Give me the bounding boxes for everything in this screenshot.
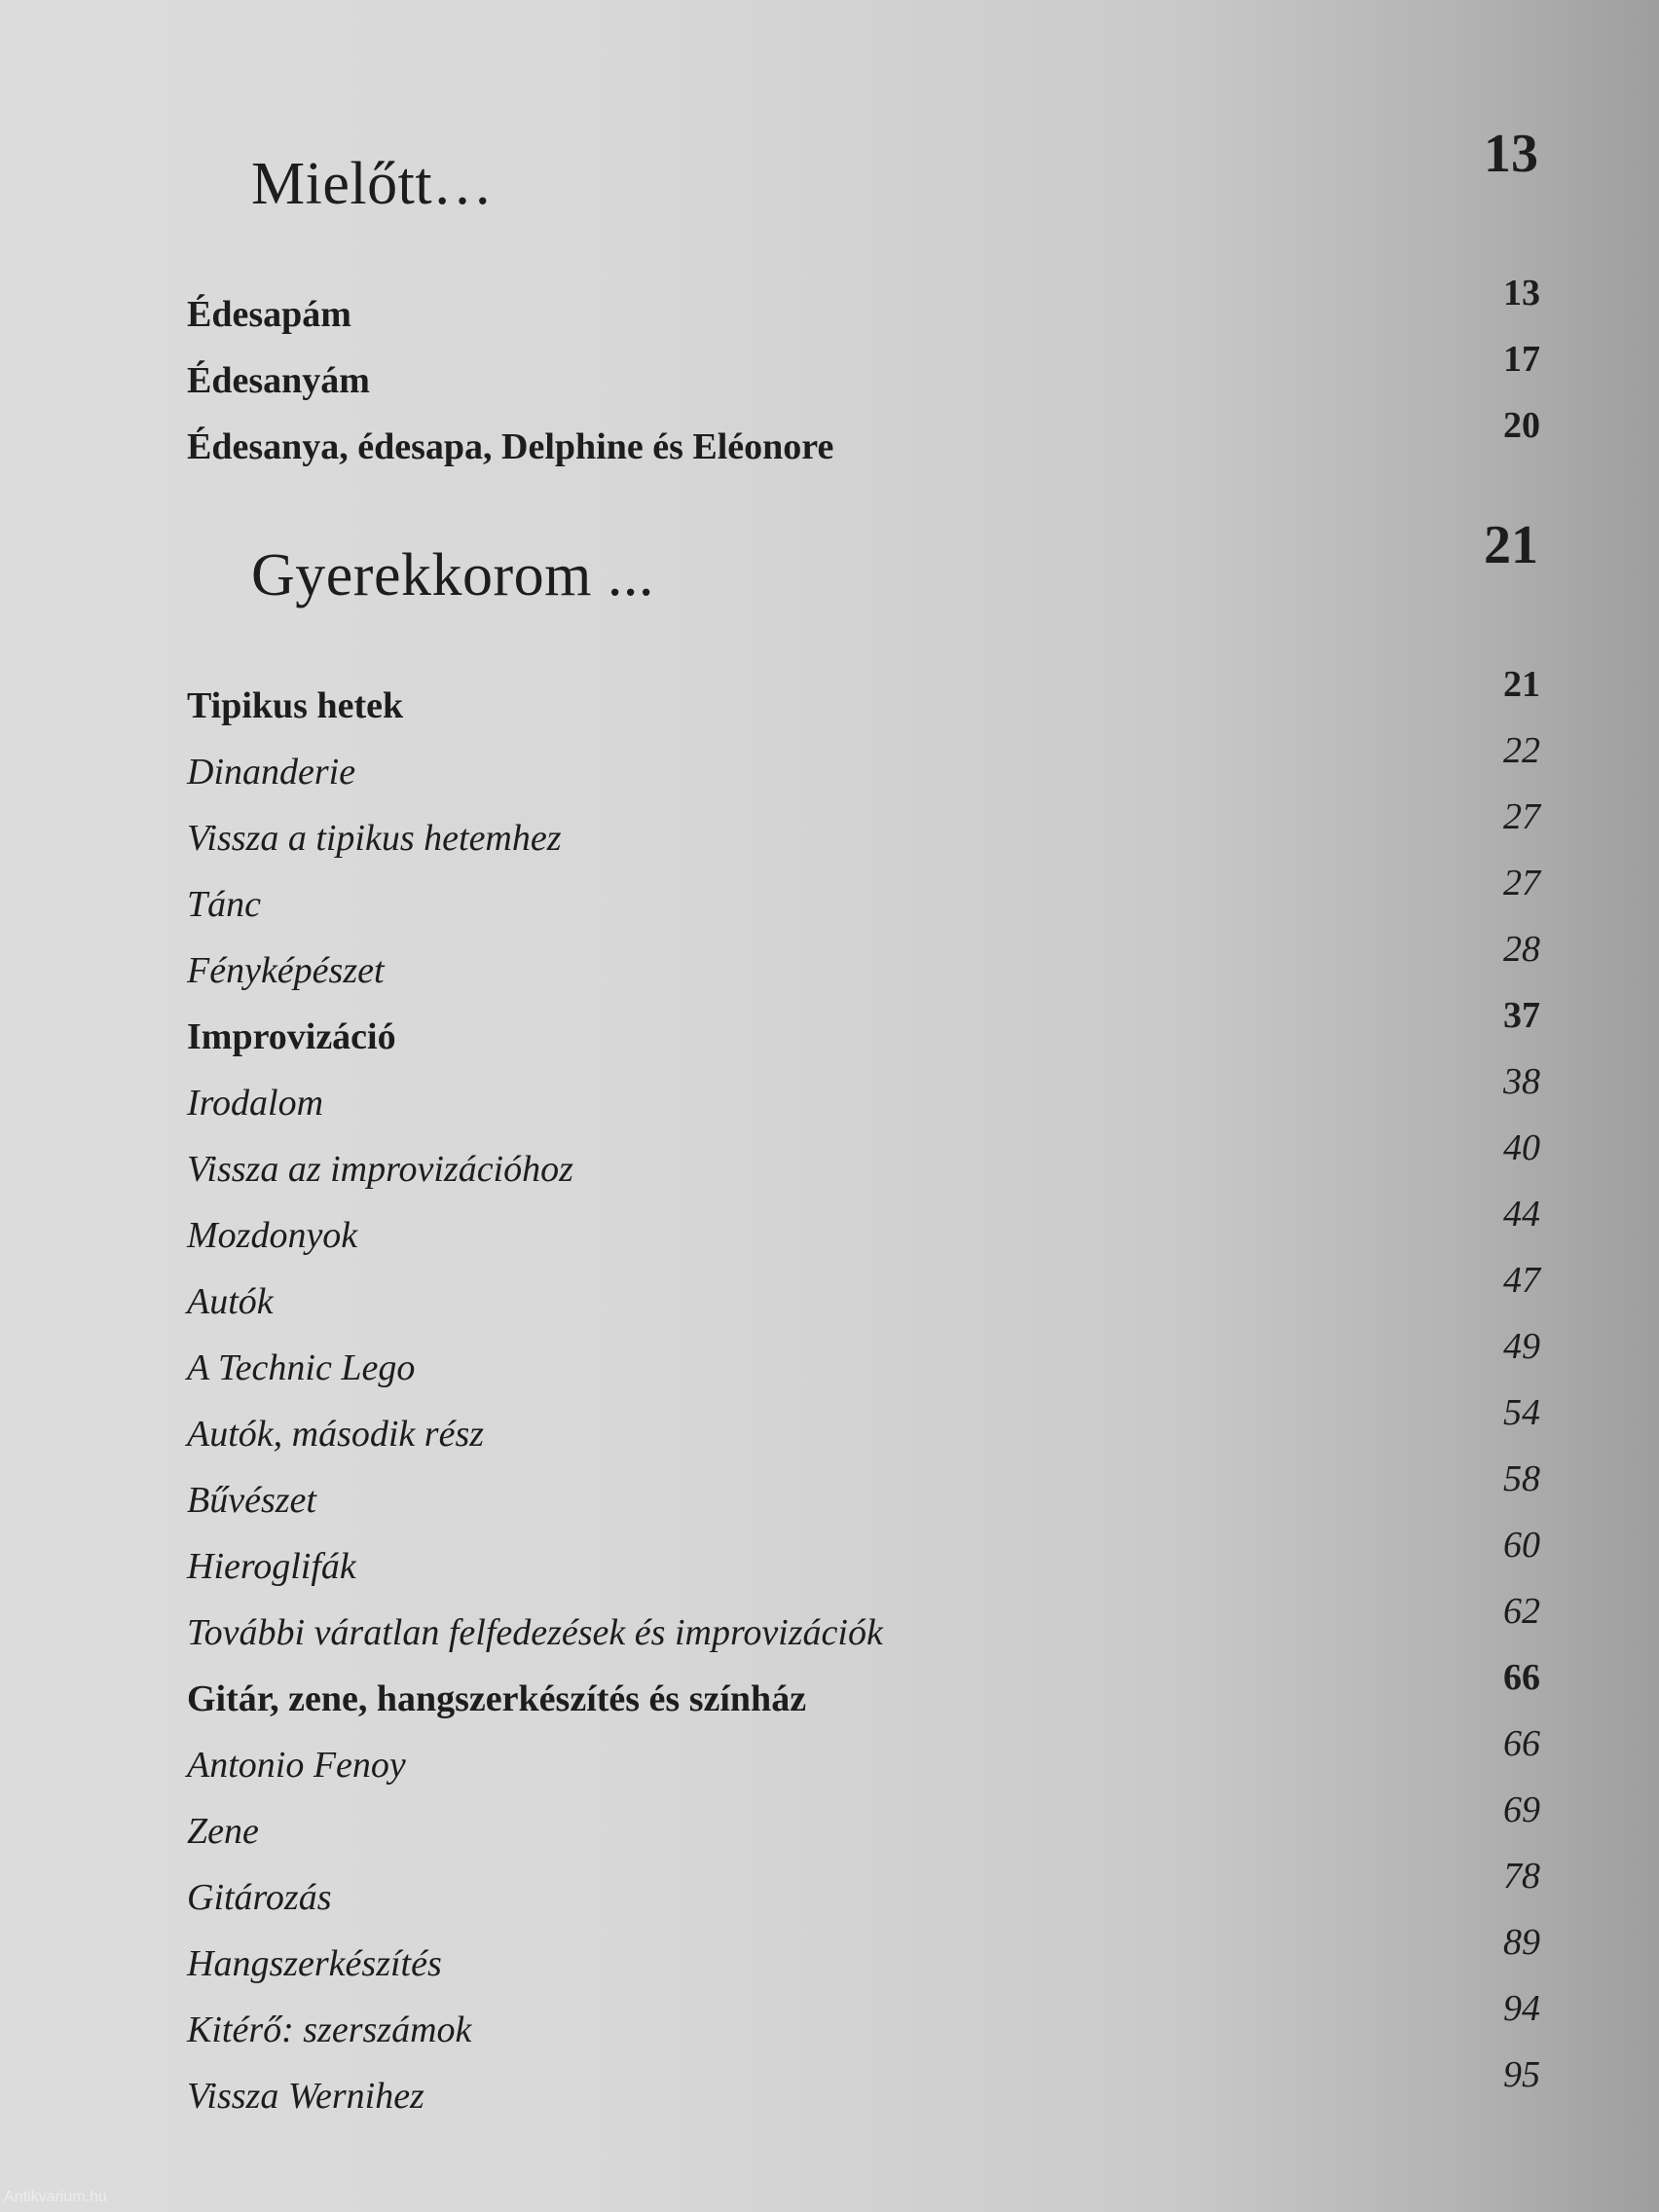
toc-entry-page: 49 xyxy=(1503,1326,1540,1367)
toc-entry xyxy=(187,798,1540,865)
toc-entry-label: Gitározás xyxy=(187,1877,332,1918)
toc-entry xyxy=(187,1725,1540,1791)
toc-entry xyxy=(187,1460,1540,1527)
toc-entry-page: 20 xyxy=(1503,405,1540,446)
toc-list-chapter-1 xyxy=(187,275,1540,473)
toc-entry xyxy=(187,275,1540,341)
toc-entry-label: Improvizáció xyxy=(187,1016,396,1057)
toc-entry-label: Antonio Fenoy xyxy=(187,1745,406,1786)
toc-entry-label: Gitár, zene, hangszerkészítés és színház xyxy=(187,1678,807,1719)
toc-entry-page: 21 xyxy=(1503,664,1540,705)
toc-entry-page: 40 xyxy=(1503,1127,1540,1168)
toc-entry-label: Vissza Wernihez xyxy=(187,2076,424,2117)
toc-entry-label: A Technic Lego xyxy=(187,1347,416,1388)
toc-entry xyxy=(187,1593,1540,1659)
toc-entry-page: 13 xyxy=(1503,273,1540,313)
toc-entry-label: Tánc xyxy=(187,884,261,925)
toc-entry-label: Autók, második rész xyxy=(187,1414,485,1455)
toc-entry-page: 47 xyxy=(1503,1260,1540,1301)
toc-entry-page: 60 xyxy=(1503,1525,1540,1566)
toc-entry-page: 78 xyxy=(1503,1856,1540,1897)
toc-entry xyxy=(187,865,1540,931)
toc-entry-label: Tipikus hetek xyxy=(187,685,404,726)
toc-entry-page: 58 xyxy=(1503,1458,1540,1499)
toc-entry xyxy=(187,341,1540,407)
toc-entry-page: 89 xyxy=(1503,1922,1540,1963)
toc-entry xyxy=(187,931,1540,997)
toc-entry-label: Édesanyám xyxy=(187,360,370,401)
toc-entry-page: 69 xyxy=(1503,1789,1540,1830)
toc-entry xyxy=(187,1659,1540,1725)
toc-entry-label: Hangszerkészítés xyxy=(187,1943,442,1984)
toc-entry-page: 27 xyxy=(1503,863,1540,903)
toc-entry xyxy=(187,732,1540,798)
toc-entry xyxy=(187,1791,1540,1858)
toc-entry-page: 94 xyxy=(1503,1988,1540,2029)
toc-entry-label: Hieroglifák xyxy=(187,1546,356,1587)
toc-entry-label: Vissza az improvizációhoz xyxy=(187,1149,573,1190)
toc-entry xyxy=(187,1394,1540,1460)
toc-entry-label: Bűvészet xyxy=(187,1480,316,1521)
toc-entry xyxy=(187,1129,1540,1196)
toc-entry-page: 22 xyxy=(1503,730,1540,771)
toc-entry-label: Fényképészet xyxy=(187,950,385,991)
toc-list-chapter-2 xyxy=(187,666,1540,2122)
toc-entry-page: 27 xyxy=(1503,796,1540,837)
toc-entry xyxy=(187,2056,1540,2122)
toc-entry-page: 62 xyxy=(1503,1591,1540,1632)
toc-entry xyxy=(187,1196,1540,1262)
chapter-heading-mielott xyxy=(251,124,1538,217)
toc-entry xyxy=(187,1990,1540,2056)
chapter-page-number: 13 xyxy=(1484,124,1538,184)
toc-entry-page: 37 xyxy=(1503,995,1540,1036)
toc-entry-label: Zene xyxy=(187,1811,259,1852)
toc-entry xyxy=(187,1858,1540,1924)
toc-entry xyxy=(187,407,1540,473)
toc-entry-label: Autók xyxy=(187,1281,274,1322)
toc-entry xyxy=(187,1328,1540,1394)
toc-entry-label: Irodalom xyxy=(187,1083,324,1124)
chapter-page-number: 21 xyxy=(1484,515,1538,575)
toc-entry-page: 38 xyxy=(1503,1061,1540,1102)
toc-entry xyxy=(187,997,1540,1063)
toc-entry-page: 66 xyxy=(1503,1723,1540,1764)
toc-entry-page: 44 xyxy=(1503,1194,1540,1235)
toc-entry-label: Édesapám xyxy=(187,294,351,335)
chapter-title: Mielőtt… xyxy=(251,151,494,217)
toc-entry xyxy=(187,666,1540,732)
toc-entry-label: Dinanderie xyxy=(187,752,356,793)
toc-entry-page: 17 xyxy=(1503,339,1540,380)
toc-entry-page: 54 xyxy=(1503,1392,1540,1433)
watermark-text: Antikvarium.hu xyxy=(4,2189,107,2205)
toc-entry-label: Kitérő: szerszámok xyxy=(187,2009,472,2050)
toc-entry-label: Mozdonyok xyxy=(187,1215,358,1256)
chapter-heading-gyerekkorom xyxy=(251,515,1538,608)
toc-entry xyxy=(187,1063,1540,1129)
toc-entry-label: Vissza a tipikus hetemhez xyxy=(187,818,562,859)
toc-entry xyxy=(187,1527,1540,1593)
toc-entry-label: Édesanya, édesapa, Delphine és Eléonore xyxy=(187,426,834,467)
toc-entry-label: További váratlan felfedezések és improvizációk xyxy=(187,1612,883,1653)
toc-entry-page: 95 xyxy=(1503,2054,1540,2095)
toc-entry xyxy=(187,1924,1540,1990)
toc-entry-page: 28 xyxy=(1503,929,1540,970)
chapter-title: Gyerekkorom ... xyxy=(251,542,654,608)
toc-entry-page: 66 xyxy=(1503,1657,1540,1698)
toc-entry xyxy=(187,1262,1540,1328)
